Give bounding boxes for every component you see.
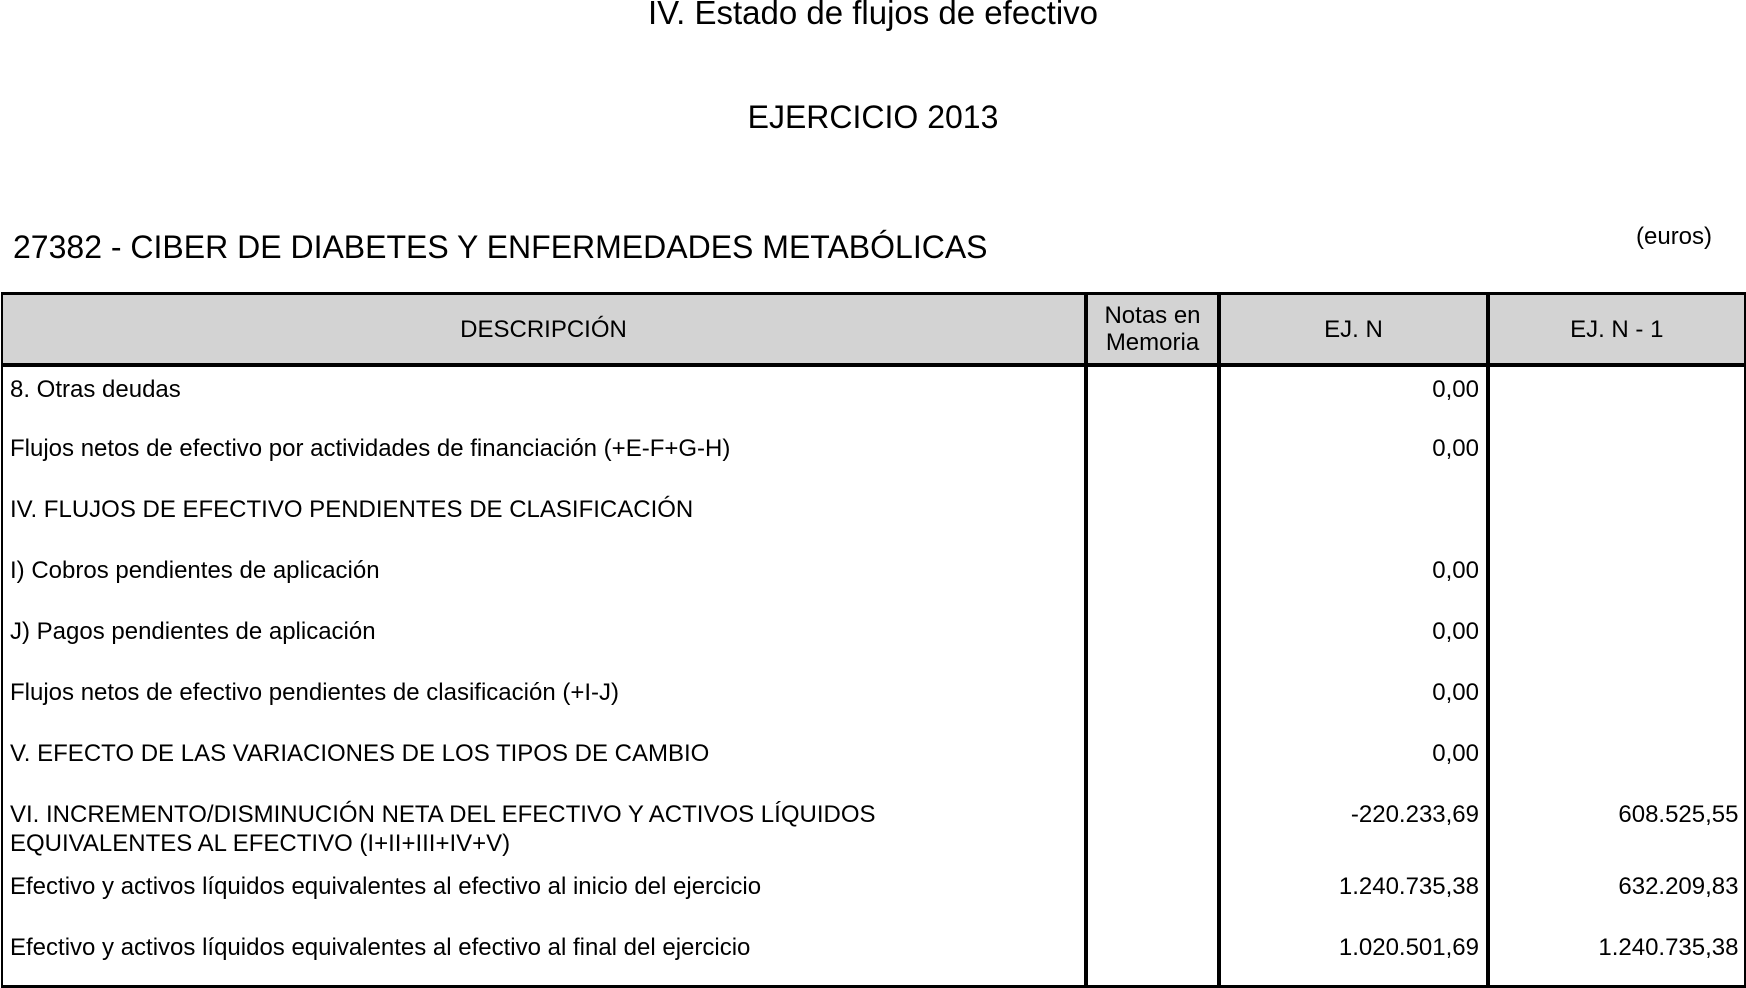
row-current-value: 0,00 bbox=[1219, 731, 1488, 792]
row-notes bbox=[1086, 731, 1219, 792]
table-row bbox=[2, 670, 1745, 731]
row-notes bbox=[1086, 670, 1219, 731]
column-header-notes-line2: Memoria bbox=[1105, 329, 1200, 356]
row-notes bbox=[1086, 792, 1219, 864]
row-description: V. EFECTO DE LAS VARIACIONES DE LOS TIPOS DE CAMBIO bbox=[2, 731, 1086, 792]
currency-note: (euros) bbox=[1636, 223, 1713, 250]
row-description: Efectivo y activos líquidos equivalentes al efectivo al inicio del ejercicio bbox=[2, 864, 1086, 925]
row-description: Flujos netos de efectivo pendientes de clasificación (+I-J) bbox=[2, 670, 1086, 731]
report-title: IV. Estado de flujos de efectivo bbox=[647, 0, 1099, 31]
row-current-value: -220.233,69 bbox=[1219, 792, 1488, 864]
row-description-line1: VI. INCREMENTO/DISMINUCIÓN NETA DEL EFECTIVO Y ACTIVOS LÍQUIDOS bbox=[10, 801, 876, 828]
row-previous-value bbox=[1488, 365, 1745, 426]
table-row bbox=[2, 487, 1745, 548]
table-row bbox=[2, 426, 1745, 487]
row-description: Efectivo y activos líquidos equivalentes al efectivo al final del ejercicio bbox=[2, 925, 1086, 986]
row-notes bbox=[1086, 925, 1219, 986]
row-description-line2: EQUIVALENTES AL EFECTIVO (I+II+III+IV+V) bbox=[10, 830, 511, 857]
fiscal-year-title: EJERCICIO 2013 bbox=[747, 99, 999, 135]
row-description: IV. FLUJOS DE EFECTIVO PENDIENTES DE CLASIFICACIÓN bbox=[2, 487, 1086, 548]
row-current-value: 1.240.735,38 bbox=[1219, 864, 1488, 925]
table-row bbox=[2, 365, 1745, 426]
row-notes bbox=[1086, 426, 1219, 487]
column-header-notes-line1: Notas en bbox=[1104, 302, 1201, 329]
column-header-previous-year: EJ. N - 1 bbox=[1488, 294, 1745, 366]
row-previous-value: 632.209,83 bbox=[1488, 864, 1745, 925]
row-current-value: 0,00 bbox=[1219, 365, 1488, 426]
row-current-value: 1.020.501,69 bbox=[1219, 925, 1488, 986]
row-previous-value bbox=[1488, 426, 1745, 487]
row-previous-value bbox=[1488, 609, 1745, 670]
row-notes bbox=[1086, 365, 1219, 426]
entity-name: 27382 - CIBER DE DIABETES Y ENFERMEDADES METABÓLICAS bbox=[13, 229, 988, 265]
table-row bbox=[2, 792, 1745, 864]
row-description bbox=[2, 792, 1086, 864]
row-previous-value: 608.525,55 bbox=[1488, 792, 1745, 864]
table-row bbox=[2, 731, 1745, 792]
row-current-value: 0,00 bbox=[1219, 548, 1488, 609]
row-previous-value bbox=[1488, 731, 1745, 792]
row-previous-value bbox=[1488, 670, 1745, 731]
column-header-notes bbox=[1086, 294, 1219, 366]
row-current-value: 0,00 bbox=[1219, 670, 1488, 731]
row-notes bbox=[1086, 548, 1219, 609]
row-notes bbox=[1086, 609, 1219, 670]
cash-flow-table bbox=[1, 292, 1746, 988]
row-notes bbox=[1086, 864, 1219, 925]
row-current-value: 0,00 bbox=[1219, 609, 1488, 670]
row-description: I) Cobros pendientes de aplicación bbox=[2, 548, 1086, 609]
table-row bbox=[2, 548, 1745, 609]
column-header-current-year: EJ. N bbox=[1219, 294, 1488, 366]
table-row bbox=[2, 925, 1745, 986]
table-header-row bbox=[2, 294, 1745, 366]
row-previous-value bbox=[1488, 548, 1745, 609]
table-row bbox=[2, 609, 1745, 670]
row-description: 8. Otras deudas bbox=[2, 365, 1086, 426]
row-notes bbox=[1086, 487, 1219, 548]
row-current-value: 0,00 bbox=[1219, 426, 1488, 487]
row-previous-value bbox=[1488, 487, 1745, 548]
table-row bbox=[2, 864, 1745, 925]
row-description: Flujos netos de efectivo por actividades de financiación (+E-F+G-H) bbox=[2, 426, 1086, 487]
row-description: J) Pagos pendientes de aplicación bbox=[2, 609, 1086, 670]
row-current-value bbox=[1219, 487, 1488, 548]
row-previous-value: 1.240.735,38 bbox=[1488, 925, 1745, 986]
column-header-description: DESCRIPCIÓN bbox=[2, 294, 1086, 366]
